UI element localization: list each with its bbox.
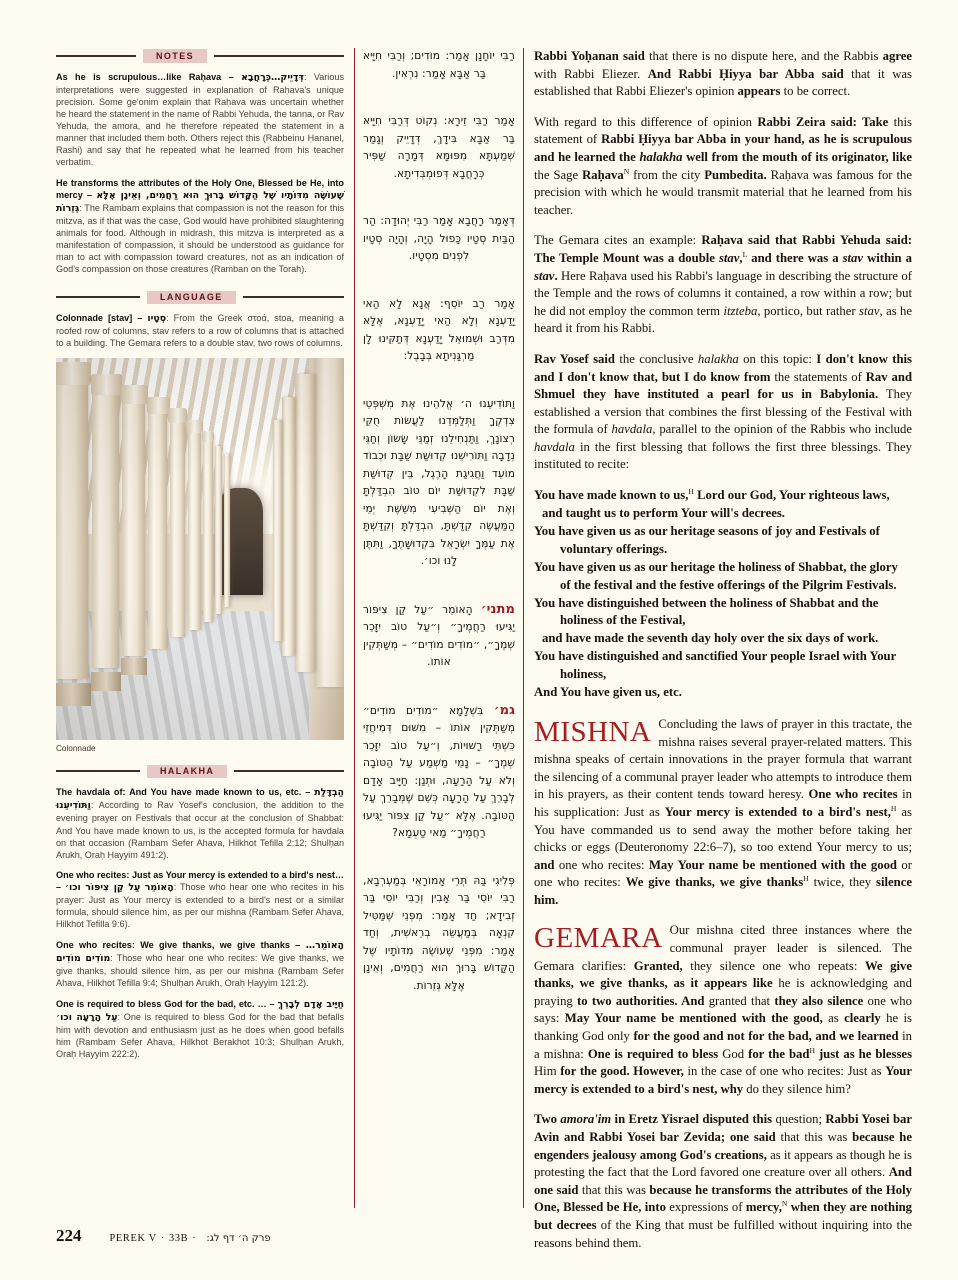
english-paragraph-4: Rav Yosef said the conclusive halakha on this topic: I don't know this and I don't know that, but I do know from the statements of Rav and Shmuel they have instituted a pearl for us in Babylonia. They established a version that combines the first blessing of the Festival with the formula of havdala, parallel to the opinion of the Rabbis who include havdala in the first blessing that follows the first three blessings. They instituted to recite:: [534, 351, 913, 472]
english-closing-paragraph: Two amora'im in Eretz Yisrael disputed this question; Rabbi Yosei bar Avin and Rabbi Yosei bar Zevida; one said that this was because he engenders jealousy among God's creations, as it appears as though he is protesting the fact that the Lord favored one creature over all others. And one said that this was because he transforms the attributes of the Holy One, Blessed be He, into expressions of mercy,$^N$ when they are nothing but decrees of the King that must be fulfilled without inquiring into the reasons behind them.: [534, 1112, 912, 1250]
language-paragraph-1: [56, 312, 344, 349]
page-footer: [56, 1226, 912, 1246]
halakha-paragraph-4: [56, 998, 344, 1060]
colonnade-illustration: [56, 358, 344, 740]
section-label-notes: NOTES: [143, 49, 207, 63]
halakha-lead-2: One who recites: Just as Your mercy is extended to a bird's nest… –: [56, 870, 344, 893]
english-paragraph-3: The Gemara cites an example: Raḥava said that Rabbi Yehuda said: The Temple Mount was a double stav,$^L$ and there was a stav within a stav. Here Raḥava used his Rabbi's language in describing the structure of the Temple and the rows of columns it contained, a row within a row; but he did not employ the common term itzteba, portico, but rather stav, as he heard it from his Rabbi.: [534, 233, 913, 336]
note-hebrew-2: שֶׁעוֹשֶׂה מִדּוֹתָיו שֶׁל הַקָּדוֹשׁ בָּרוּךְ הוּא רַחֲמִים, וְאֵינָן אֶלָּא גְּזֵרוֹת: [56, 189, 344, 214]
prayer-line: You have distinguished and sanctified Your people Israel with Your: [534, 649, 897, 664]
halakha-paragraph-2: [56, 869, 344, 930]
halakha-body-3: : Those who hear one who recites: We give thanks, we give thanks, should silence him, as per our mishna (Rambam Sefer Ahava, Hilkhot Tefilla 9:4; Shulḥan Arukh, Oraḥ Ḥayyim 121:2).: [56, 952, 345, 989]
section-label-language: LANGUAGE: [147, 291, 236, 305]
section-header-halakha: [56, 763, 344, 779]
divider-hebrew-english: [523, 48, 524, 1208]
prayer-line: You have given us as our heritage the holiness of Shabbat, the glory: [534, 559, 898, 574]
prayer-line: and taught us to perform Your will's decrees.: [542, 505, 785, 520]
gemara-heading: GEMARA: [534, 922, 663, 955]
mishna-section: [534, 716, 912, 910]
hebrew-gemara-text: בִּשְׁלָמָא ״מוֹדִים מוֹדִים״ מְשַׁתְּקִין אוֹתוֹ – מִשּׁוּם דְּמִיחֲזֵי כִּשְׁתֵּי רָשׁוּיוֹת, וְ״עַל טוֹב יִזָּכֵר שְׁמֶךָ״ – נָמֵי מַשְׁמַע עַל הַטּוֹבָה וְלֹא עַל הָרָעָה, וּתְנַן: חַיָּיב אָדָם לְבָרֵךְ עַל הָרָעָה כְּשֵׁם שֶׁמְּבָרֵךְ עַל הַטּוֹבָה. אֶלָּא ״עַל קַן צִפּוֹר יַגִּיעוּ רַחֲמֶיךָ״ מַאי טַעְמָא?: [363, 704, 515, 839]
hebrew-gemara-passage: [363, 702, 515, 843]
rule-left: [56, 770, 140, 772]
hebrew-reference: פרק ה׳ דף לג:: [206, 1233, 271, 1244]
language-hebrew-1: סְטָיו: [147, 313, 167, 325]
hebrew-talmud-column: [363, 48, 515, 1208]
note-lead-1: As he is scrupulous…like Raḥava –: [56, 72, 242, 82]
halakha-body-1: : According to Rav Yosef's conclusion, the addition to the evening prayer on Festivals that occur at the conclusion of Shabbat: And You have made known to us, is the accepted formula for havdala on that occasion (Rambam Sefer Ahava, Hilkhot Tefilla 2:12; Shulḥan Arukh, Oraḥ Ḥayyim 491:2).: [56, 800, 344, 860]
vignette: [56, 358, 344, 740]
prayer-line: voluntary offerings.: [560, 541, 668, 556]
note-hebrew-1: דְּדָיֵיק…כְּרָחֲבָא: [241, 72, 304, 83]
section-header-language: [56, 289, 344, 305]
hebrew-passage-1: רַבִּי יוֹחָנָן אָמַר: מוֹדִים; וְרַבִּי חִיָּיא בַּר אַבָּא אָמַר: נִרְאִין.: [363, 50, 515, 80]
halakha-lead-4: One is required to bless God for the bad, etc. … –: [56, 998, 278, 1009]
hebrew-mishna-marker: מתני׳: [480, 601, 515, 617]
note-lead-2: He transforms the attributes of the Holy One, Blessed be He, into mercy –: [56, 177, 344, 200]
halakha-hebrew-4: חַיָּיב אָדָם לְבָרֵךְ עַל הָרָעָה וכו׳: [56, 998, 344, 1023]
hebrew-prayer-passage: וַתּוֹדִיעֵנוּ ה׳ אֱלֹהֵינוּ אֶת מִשְׁפְּטֵי צִדְקֶךָ וַתְּלַמְּדֵנוּ לַעֲשׂוֹת חֻקֵּי רְצוֹנָךְ, וַתַּנְחִילֵנוּ זְמַנֵּי שָׂשׂוֹן וְחַגֵּי נְדָבָה וַתּוֹרִישֵׁנוּ קְדוּשַּׁת שַׁבָּת וּכְבוֹד מוֹעֵד וַחֲגִיגַת הָרֶגֶל, בֵּין קְדוּשַּׁת שַׁבָּת לִקְדוּשַּׁת יוֹם טוֹב הִבְדַּלְתָּ וְאֶת יוֹם הַשְּׁבִיעִי מִשֵּׁשֶׁת יְמֵי הַמַּעֲשֶׂה קִדַּשְׁתָּ, הִבְדַּלְתָּ וְקִדַּשְׁתָּ אֶת עַמְּךָ יִשְׂרָאֵל בִּקְדוּשָּׁתֶךָ, וַתִּתֶּן לָנוּ וכו׳.: [363, 397, 515, 567]
english-prayer-block: [534, 487, 912, 702]
hebrew-mishna-passage: [363, 601, 515, 672]
footer-separator-2: ·: [192, 1233, 197, 1244]
english-paragraph-2: With regard to this difference of opinion Rabbi Zeira said: Take this statement of Rabbi Ḥiyya bar Abba in your hand, as he is scrupulous and he learned the halakha well from the mouth of its originator, like the Sage Raḥava$^N$ from the city Pumbedita. Raḥava was famous for the precision with which he would transmit material that he learned from his teacher.: [534, 114, 913, 217]
halakha-paragraph-3: [56, 939, 344, 989]
rule-right: [234, 770, 344, 772]
prayer-line: holiness,: [560, 667, 607, 682]
divider-sidebar-hebrew: [354, 48, 355, 1208]
prayer-line: of the festival and the festive offerings of the Pilgrim Festivals.: [560, 577, 897, 592]
note-paragraph-1: [56, 71, 344, 168]
english-translation-column: [534, 48, 913, 1250]
mishna-text: Concluding the laws of prayer in this tractate, the mishna raises several prayer-related matters. This mishna speaks of certain innovations in the prayer formula that warrant the silencing of a communal prayer leader who attempts to introduce them in his prayers, as their content tends toward heresy. One who recites in his supplication: Just as Your mercy is extended to a bird's nest,$^H$ as You have commanded us to send away the mother before taking her chicks or eggs (Deuteronomy 22:6–7), so too extend Your mercy to us; and one who recites: May Your name be mentioned with the good or one who recites: We give thanks, we give thanks$^H$ twice, they silence him.: [534, 716, 912, 907]
rule-left: [56, 296, 140, 298]
note-body-2: : The Rambam explains that compassion is not the reason for this mitzva, as if that was the case, God would have prohibited slaughtering animals for food. Although in midrash, this mitzva is interpreted as a manifestation of compassion, it should be understood as guidance for man to act with compassion toward creatures, not as an indication of God's compassion on those creatures (Ramban on the Torah).: [56, 202, 344, 275]
english-paragraph-1: Rabbi Yoḥanan said that there is no dispute here, and the Rabbis agree with Rabbi Eliezer. And Rabbi Ḥiyya bar Abba said that it was established that Rabbi Eliezer's opinion appears to be correct.: [534, 49, 912, 99]
footnote-marker: H: [688, 486, 694, 496]
page-number: 224: [56, 1226, 82, 1245]
hebrew-gemara-marker: גמ׳: [493, 702, 515, 718]
prayer-line: and have made the seventh day holy over the six days of work.: [542, 631, 879, 646]
note-paragraph-2: [56, 177, 344, 275]
prayer-line: And You have given us, etc.: [534, 685, 682, 700]
halakha-body-4: : One is required to bless God for the bad that befalls him with devotion and enthusiasm just as he does when good befalls him (Rambam Sefer Ahava, Hilkhot Berakhot 10:3; Shulḥan Arukh, Oraḥ Ḥayyim 222:2).: [56, 1011, 345, 1059]
halakha-hebrew-1: הַבְדָּלַת וַתּוֹדִיעֵנוּ: [56, 787, 344, 812]
halakha-hebrew-2: הָאוֹמֵר עַל קַן צִיפּוֹר וכו׳: [64, 882, 174, 894]
section-header-notes: [56, 48, 344, 64]
prayer-line: You have given us as our heritage seasons of joy and Festivals of: [534, 523, 880, 538]
colonnade-photograph: [56, 358, 344, 740]
hebrew-passage-3: דְּאָמַר רָחֲבָא אָמַר רַבִּי יְהוּדָה: הַר הַבַּיִת סְטָיו כָּפוּל הָיָה, וְהָיָה סְטָיו לִפְנִים מִסְטָיו.: [363, 215, 515, 262]
prayer-line: You have made known to us,$^H$ Lord our God, Your righteous laws,: [534, 486, 890, 503]
halakha-lead-3: One who recites: We give thanks, we give thanks –: [56, 939, 306, 950]
halakha-body-2: : Those who hear one who recites in his prayer: Just as Your mercy is extended to a bird's nest or a similar formula, should silence him, as per our mishna (Rambam Sefer Ahava, Hilkhot Tefilla 9:6).: [56, 882, 344, 930]
daf-label: 33B: [168, 1233, 189, 1244]
hebrew-passage-4: אָמַר רַב יוֹסֵף: אֲנָא לָא הַאי יָדַעְנָא וְלָא הַאי יָדַעְנָא, אֶלָּא מִדְּרַב וּשְׁמוּאֵל יָדַעְנָא דְּתַקִּינוּ לָן מַרְגָּנִיתָא בְּבָבֶל:: [363, 297, 515, 362]
halakha-lead-1: The havdala of: And You have made known to us, etc. –: [56, 787, 315, 798]
section-label-halakha: HALAKHA: [147, 765, 227, 779]
halakha-paragraph-1: [56, 786, 344, 860]
rule-right: [243, 296, 344, 298]
prayer-line: You have distinguished between the holiness of Shabbat and the: [534, 595, 879, 610]
halakha-hebrew-3: הָאוֹמֵר… מוֹדִים מוֹדִים: [56, 939, 344, 964]
figure-caption: Colonnade: [56, 744, 96, 754]
perek-label: PEREK V: [109, 1233, 157, 1244]
language-body-1: : From the Greek στοά, stoa, meaning a roofed row of columns, stav refers to a row of columns that is attached to a building. The Gemara refers to a double stav, two rows of columns.: [56, 313, 344, 349]
mishna-body: [534, 716, 912, 910]
mishna-heading: MISHNA: [534, 715, 652, 748]
hebrew-closing-passage: פְּלִיגִי בַּהּ תְּרֵי אָמוֹרָאֵי בְּמַעְרְבָא, רַבִּי יוֹסֵי בַּר אָבִין וְרַבִּי יוֹסֵי בַּר זְבִידָא; חַד אָמַר: מִפְּנֵי שֶׁמַּטִּיל קִנְאָה בְּמַעֲשֵׂה בְרֵאשִׁית, וְחַד אָמַר: מִפְּנֵי שֶׁעוֹשֶׂה מִדּוֹתָיו שֶׁל הַקָּדוֹשׁ בָּרוּךְ הוּא רַחֲמִים, וְאֵינָן אֶלָּא גְּזֵרוֹת.: [363, 874, 515, 992]
gemara-body: [534, 922, 912, 1098]
rule-right: [214, 55, 344, 57]
rule-left: [56, 55, 136, 57]
sidebar-commentary-column: [56, 48, 344, 1208]
gemara-section: [534, 922, 912, 1098]
hebrew-passage-2: אָמַר רַבִּי זֵירָא: נְקוֹט דְּרַבִּי חִיָּיא בַּר אַבָּא בִּידָךְ, דְּדָיֵיק וְגָמַר שְׁמַעְתָּא מִפּוּמָּא דְּמָרָה שַׁפִּיר כְּרָחֲבָא דְּפוּמְבְּדִיתָא.: [363, 115, 515, 180]
hebrew-mishna-text: הָאוֹמֵר ״עַל קַן צִיפּוֹר יַגִּיעוּ רַחֲמֶיךָ״ וְ״עַל טוֹב יִזָּכֵר שְׁמֶךָ״, ״מוֹדִים מוֹדִים״ – מְשַׁתְּקִין אוֹתוֹ.: [363, 603, 515, 668]
prayer-line: holiness of the Festival,: [560, 613, 686, 628]
language-lead-1: Colonnade [stav] –: [56, 313, 148, 324]
gemara-text: Our mishna cited three instances where the communal prayer leader is silenced. The Gemara clarifies: Granted, they silence one who repeats: We give thanks, we give thanks, as it appears like he is acknowledging and praying to two authorities. And granted that they also silence one who says: May Your name be mentioned with the good, as clearly he is thanking God only for the good and not for the bad, and we learned in a mishna: One is required to bless God for the bad$^H$ just as he blesses Him for the good. However, in the case of one who recites: Just as Your mercy is extended to a bird's nest, why do they silence him?: [534, 923, 913, 1096]
footer-separator-1: ·: [160, 1233, 165, 1244]
colonnade-figure: [56, 358, 344, 753]
note-body-1: : Various interpretations were suggested in explanation of Raḥava's unique precision. Some ge'onim explain that Raḥava was uncertain whether he heard the statement in the name of Rabbi Yehuda, the tanna, or Rav Yehuda, the amora, and he therefore repeated the statement in a manner that included them both. Others reject this (Rabbeinu Ḥananel, Rashi) and say that he repeated what he learned from his teacher verbatim.: [56, 72, 344, 168]
